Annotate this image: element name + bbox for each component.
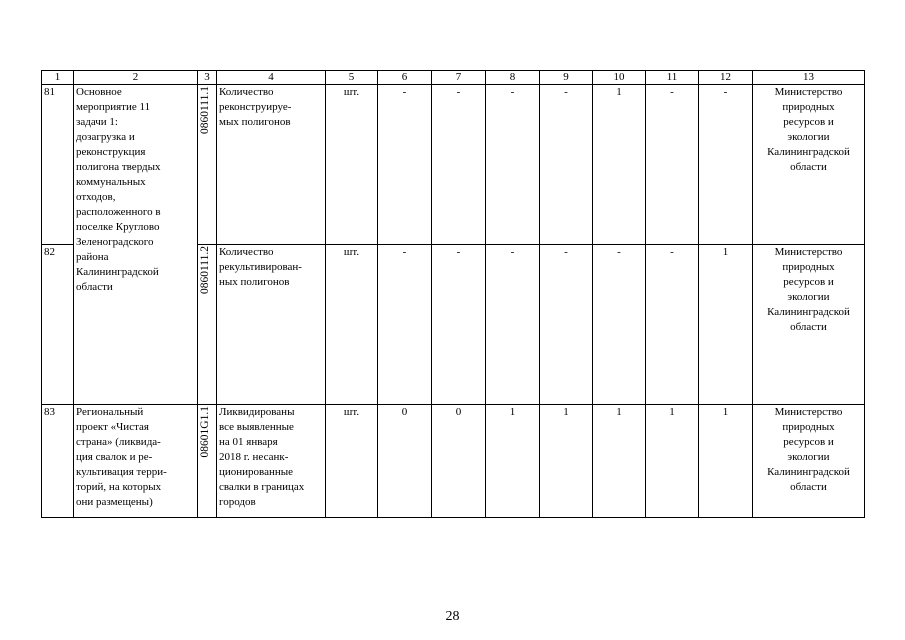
value-cell: - (378, 85, 432, 245)
header-cell: 10 (593, 71, 646, 85)
value-cell: - (432, 245, 486, 405)
responsible-org (753, 245, 865, 405)
text-line: экологии (787, 451, 830, 463)
text-line: отходов, (76, 191, 116, 203)
value-cell: - (646, 85, 699, 245)
header-cell: 6 (378, 71, 432, 85)
text-line: все выявленные (219, 421, 294, 433)
text-line: расположенного в (76, 206, 161, 218)
header-cell: 1 (42, 71, 74, 85)
text-line: области (790, 321, 827, 333)
unit-cell: шт. (326, 405, 378, 518)
value-cell: - (432, 85, 486, 245)
unit-cell: шт. (326, 245, 378, 405)
text-line: мероприятие 11 (76, 101, 151, 113)
text-line: рекультивирован- (219, 261, 302, 273)
value-cell: 0 (432, 405, 486, 518)
text-line: культивация терри- (76, 466, 167, 478)
indicator-code: 0860111.2 (199, 246, 211, 295)
text-line: ционированные (219, 466, 294, 478)
text-line: ция свалок и ре- (76, 451, 153, 463)
header-cell: 8 (486, 71, 540, 85)
row-number: 82 (42, 245, 74, 405)
text-line: Количество (219, 246, 274, 258)
value-cell: 1 (699, 405, 753, 518)
row-number: 83 (42, 405, 74, 518)
value-cell: - (593, 245, 646, 405)
header-cell: 12 (699, 71, 753, 85)
text-line: Министерство (774, 406, 843, 418)
text-line: Калининградской (767, 466, 850, 478)
text-line: ресурсов и (783, 436, 834, 448)
text-line: экологии (787, 131, 830, 143)
text-line: они размещены) (76, 496, 153, 508)
indicator-name (217, 245, 326, 405)
text-line: коммунальных (76, 176, 146, 188)
text-line: Зеленоградского (76, 236, 154, 248)
value-cell: - (486, 245, 540, 405)
text-line: страна» (ликвида- (76, 436, 161, 448)
value-cell: - (378, 245, 432, 405)
unit-cell: шт. (326, 85, 378, 245)
value-cell: 1 (646, 405, 699, 518)
header-row (42, 71, 865, 85)
text-line: природных (782, 261, 835, 273)
responsible-org (753, 85, 865, 245)
text-line: полигона твердых (76, 161, 161, 173)
responsible-org (753, 405, 865, 518)
value-cell: - (540, 245, 593, 405)
text-line: реконструкция (76, 146, 146, 158)
text-line: реконструируе- (219, 101, 292, 113)
text-line: 2018 г. несанк- (219, 451, 289, 463)
indicator-code: 0860111.1 (199, 86, 211, 135)
header-cell: 2 (74, 71, 198, 85)
text-line: Региональный (76, 406, 144, 418)
text-line: городов (219, 496, 256, 508)
text-line: Количество (219, 86, 274, 98)
text-line: области (790, 161, 827, 173)
header-cell: 5 (326, 71, 378, 85)
text-line: задачи 1: (76, 116, 118, 128)
header-cell: 9 (540, 71, 593, 85)
table-row (42, 85, 865, 245)
text-line: природных (782, 421, 835, 433)
text-line: Основное (76, 86, 122, 98)
value-cell: 1 (593, 405, 646, 518)
indicator-name (217, 85, 326, 245)
value-cell: - (646, 245, 699, 405)
text-line: поселке Круглово (76, 221, 160, 233)
text-line: ных полигонов (219, 276, 290, 288)
value-cell: 1 (486, 405, 540, 518)
value-cell: - (699, 85, 753, 245)
text-line: района (76, 251, 109, 263)
text-line: Ликвидированы (219, 406, 295, 418)
value-cell: 1 (699, 245, 753, 405)
page-number: 28 (445, 609, 460, 624)
text-line: Министерство (774, 86, 843, 98)
text-line: дозагрузка и (76, 131, 135, 143)
value-cell: 1 (593, 85, 646, 245)
text-line: свалки в границах (219, 481, 305, 493)
value-cell: - (540, 85, 593, 245)
text-line: Калининградской (767, 146, 850, 158)
code-cell (198, 85, 217, 245)
text-line: Калининградской (767, 306, 850, 318)
text-line: мых полигонов (219, 116, 291, 128)
code-cell (198, 405, 217, 518)
text-line: торий, на которых (76, 481, 162, 493)
text-line: проект «Чистая (76, 421, 149, 433)
value-cell: 0 (378, 405, 432, 518)
header-cell: 11 (646, 71, 699, 85)
text-line: области (790, 481, 827, 493)
table-row (42, 405, 865, 518)
text-line: Министерство (774, 246, 843, 258)
text-line: ресурсов и (783, 276, 834, 288)
text-line: природных (782, 101, 835, 113)
text-line: области (76, 281, 113, 293)
value-cell: 1 (540, 405, 593, 518)
row-number: 81 (42, 85, 74, 245)
indicator-code: 08601G1.1 (199, 406, 211, 458)
header-cell: 7 (432, 71, 486, 85)
text-line: Калининградской (76, 266, 159, 278)
header-cell: 4 (217, 71, 326, 85)
text-line: экологии (787, 291, 830, 303)
code-cell (198, 245, 217, 405)
measure-cell (74, 405, 198, 518)
header-cell: 3 (198, 71, 217, 85)
indicators-table (41, 70, 865, 518)
indicator-name (217, 405, 326, 518)
measure-cell (74, 85, 198, 405)
text-line: ресурсов и (783, 116, 834, 128)
header-cell: 13 (753, 71, 865, 85)
text-line: на 01 января (219, 436, 278, 448)
value-cell: - (486, 85, 540, 245)
